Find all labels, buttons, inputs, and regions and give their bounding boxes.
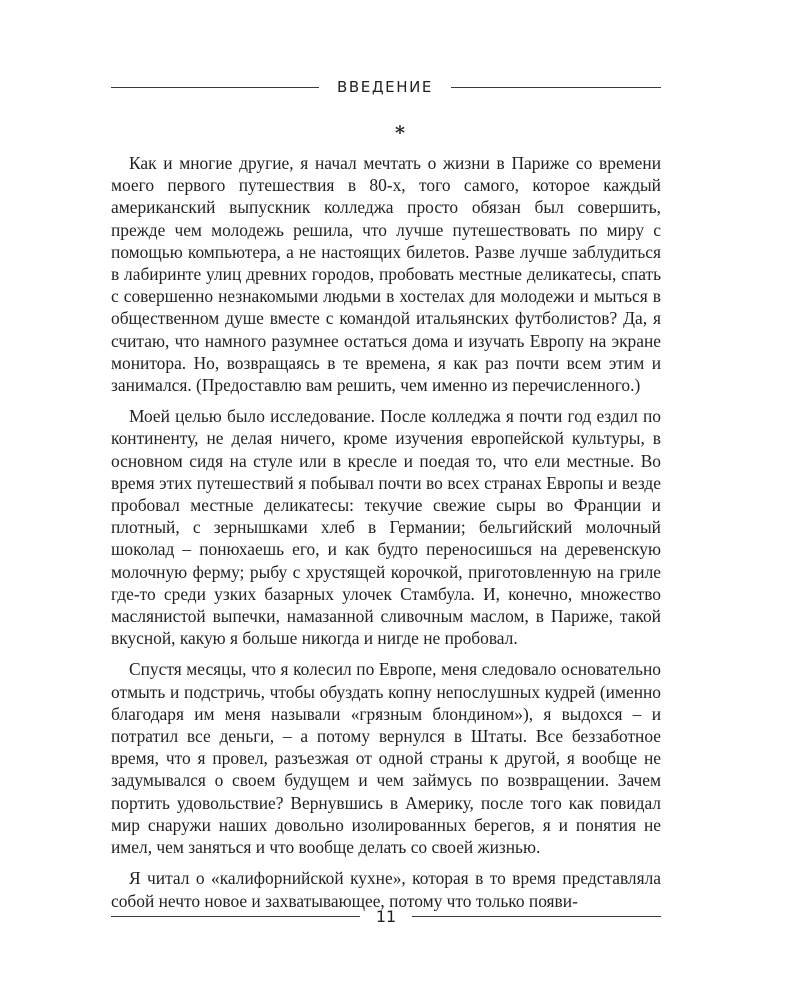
chapter-title: ВВЕДЕНИЕ [336, 78, 434, 96]
page-number: 11 [375, 907, 397, 926]
paragraph: Я читал о «калифорнийской кухне», которая в то время представляла собой нечто новое и захватывающее, потому что только появи- [111, 868, 661, 911]
header-rule-left [111, 87, 319, 88]
header-rule-right [451, 87, 661, 88]
page-footer [111, 905, 661, 929]
footer-rule-left [111, 916, 360, 917]
running-header [111, 76, 661, 98]
section-separator: * [395, 122, 405, 144]
paragraph: Спустя месяцы, что я колесил по Европе, меня следовало основательно отмыть и подстричь, чтобы обуздать копну непослушных кудрей (именно благодаря им меня называли «грязным блондином»), я выдохся – и потратил все деньги, – а потому вернулся в Штаты. Все беззаботное время, что я провел, разъезжая от одной страны к другой, я вообще не задумывался о своем будущем и чем займусь по возвращении. Зачем портить удовольствие? Вернувшись в Америку, после того как повидал мир снаружи наших довольно изолированных берегов, я и понятия не имел, чем заняться и что вообще делать со своей жизнью. [111, 659, 661, 858]
body-text [111, 152, 661, 921]
paragraph: Моей целью было исследование. После колледжа я почти год ездил по континенту, не делая ничего, кроме изучения европейской культуры, в основном сидя на стуле или в кресле и поедая то, что ели местные. Во время этих путешествий я побывал почти во всех странах Европы и везде пробовал местные деликатесы: текучие свежие сыры во Франции и плотный, с зернышками хлеб в Германии; бельгийский молочный шоколад – понюхаешь его, и как будто переносишься на деревенскую молочную ферму; рыбу с хрустящей корочкой, приготовленную на гриле где-то среди узких базарных улочек Стамбула. И, конечно, множество маслянистой выпечки, намазанной сливочным маслом, в Париже, такой вкусной, какую я больше никогда и нигде не пробовал. [111, 406, 661, 649]
footer-rule-right [412, 916, 661, 917]
paragraph: Как и многие другие, я начал мечтать о жизни в Париже со времени моего первого путешествия в 80-х, того самого, которое каждый американский выпускник колледжа просто обязан был совершить, прежде чем молодежь решила, что лучше путешествовать по миру с помощью компьютера, а не настоящих билетов. Разве лучше заблудиться в лабиринте улиц древних городов, пробовать местные деликатесы, спать с совершенно незнакомыми людьми в хостелах для молодежи и мыться в общественном душе вместе с командой итальянских футболистов? Да, я считаю, что намного разумнее остаться дома и изучать Европу на экране монитора. Но, возвращаясь в те времена, я как раз почти всем этим и занимался. (Предоставлю вам решить, чем именно из перечисленного.) [111, 153, 661, 396]
